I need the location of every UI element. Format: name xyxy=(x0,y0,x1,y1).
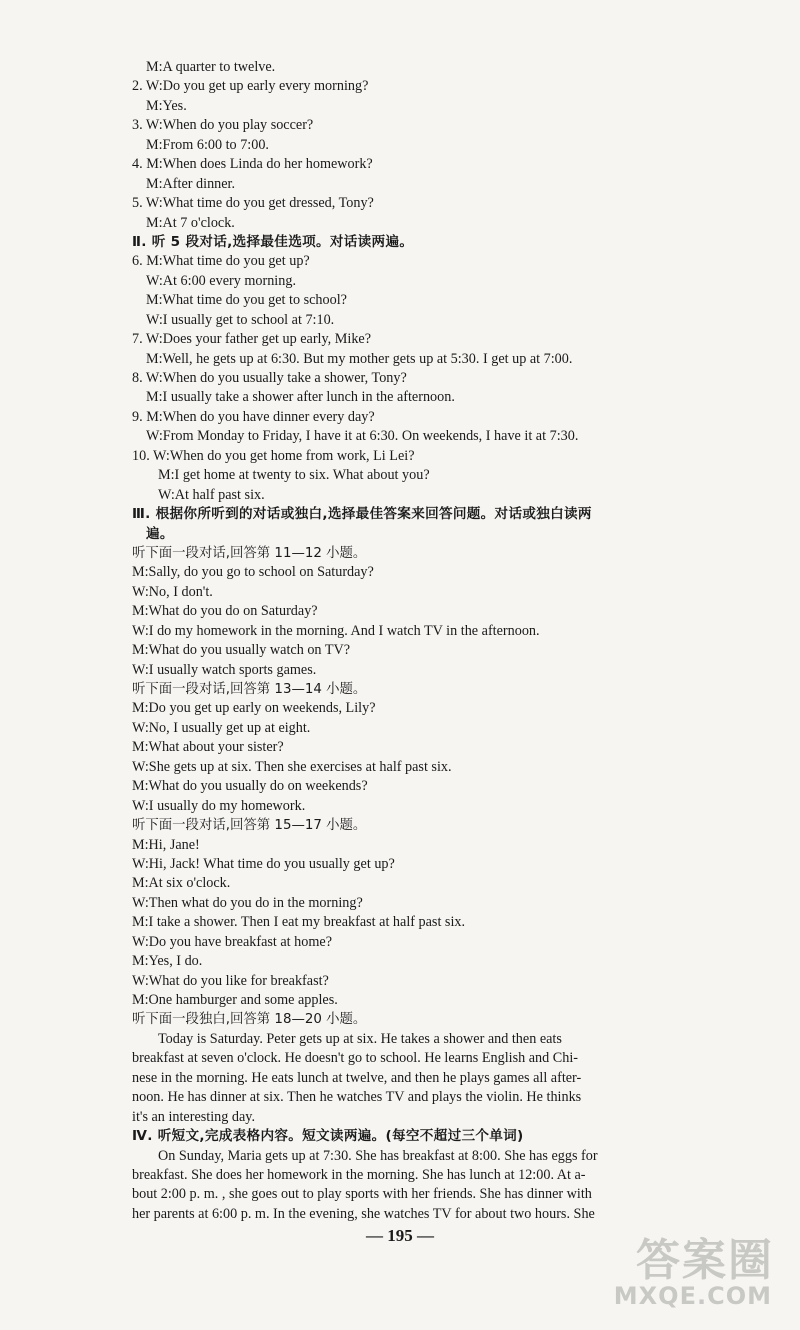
text-line: M:At 7 o'clock. xyxy=(146,214,235,231)
text-line: M:What about your sister? xyxy=(132,739,284,756)
text-line: Ⅲ. 根据你所听到的对话或独白,选择最佳答案来回答问题。对话或独白读两 xyxy=(132,506,592,523)
text-line: nese in the morning. He eats lunch at twelve, and then he plays games all after- xyxy=(132,1069,582,1086)
text-line: W:She gets up at six. Then she exercises at half past six. xyxy=(132,758,452,775)
text-line: breakfast at seven o'clock. He doesn't go to school. He learns English and Chi- xyxy=(132,1050,578,1067)
text-line: 听下面一段对话,回答第 15—17 小题。 xyxy=(132,818,367,834)
text-line: W:I usually watch sports games. xyxy=(132,661,317,678)
text-line: 听下面一段对话,回答第 11—12 小题。 xyxy=(132,545,367,561)
text-line: her parents at 6:00 p. m. In the evening, she watches TV for about two hours. She xyxy=(132,1205,595,1222)
text-line: M:I usually take a shower after lunch in the afternoon. xyxy=(146,389,455,406)
text-line: W:At 6:00 every morning. xyxy=(146,272,296,289)
text-line: 2. W:Do you get up early every morning? xyxy=(132,78,369,95)
text-line: 听下面一段独白,回答第 18—20 小题。 xyxy=(132,1012,367,1028)
text-line: 4. M:When does Linda do her homework? xyxy=(132,156,373,173)
page-number: — 195 — xyxy=(366,1226,434,1245)
text-line: noon. He has dinner at six. Then he watches TV and plays the violin. He thinks xyxy=(132,1089,582,1106)
text-line: M:I get home at twenty to six. What about you? xyxy=(158,467,430,484)
text-line: 8. W:When do you usually take a shower, Tony? xyxy=(132,370,407,386)
text-line: M:Do you get up early on weekends, Lily? xyxy=(132,700,376,717)
text-line: M:Yes. xyxy=(146,97,187,114)
text-line: 7. W:Does your father get up early, Mike? xyxy=(132,331,372,348)
text-line: 3. W:When do you play soccer? xyxy=(132,117,314,134)
text-line: bout 2:00 p. m. , she goes out to play sports with her friends. She has dinner with xyxy=(132,1186,592,1203)
text-line: M:I take a shower. Then I eat my breakfast at half past six. xyxy=(132,914,466,931)
text-line: 5. W:What time do you get dressed, Tony? xyxy=(132,195,374,212)
text-line: W:At half past six. xyxy=(158,486,265,503)
text-line: 遍。 xyxy=(146,525,174,542)
watermark-logo xyxy=(592,1214,782,1324)
text-line: W:No, I don't. xyxy=(132,583,213,600)
text-line: M:After dinner. xyxy=(146,175,236,192)
text-line: W:I usually do my homework. xyxy=(132,797,306,814)
text-body xyxy=(132,58,772,1224)
text-line: W:I do my homework in the morning. And I watch TV in the afternoon. xyxy=(132,622,540,639)
text-line: M:A quarter to twelve. xyxy=(146,59,276,75)
text-line: W:What do you like for breakfast? xyxy=(132,972,329,989)
text-line: W:No, I usually get up at eight. xyxy=(132,719,311,736)
text-line: On Sunday, Maria gets up at 7:30. She has breakfast at 8:00. She has eggs for xyxy=(158,1147,598,1164)
text-line: W:Hi, Jack! What time do you usually get up? xyxy=(132,855,395,872)
text-line: W:I usually get to school at 7:10. xyxy=(146,311,335,328)
text-line: M:Well, he gets up at 6:30. But my mother gets up at 5:30. I get up at 7:00. xyxy=(146,350,573,367)
text-line: M:What time do you get to school? xyxy=(146,292,347,309)
text-line: M:What do you usually watch on TV? xyxy=(132,642,351,659)
text-line: 6. M:What time do you get up? xyxy=(132,253,310,270)
text-line: it's an interesting day. xyxy=(132,1108,255,1125)
text-line: 听下面一段对话,回答第 13—14 小题。 xyxy=(132,682,367,697)
text-line: M:Sally, do you go to school on Saturday? xyxy=(132,564,374,581)
text-line: M:Hi, Jane! xyxy=(132,836,200,853)
text-line: M:From 6:00 to 7:00. xyxy=(146,136,269,153)
text-line: Ⅱ. 听 5 段对话,选择最佳选项。对话读两遍。 xyxy=(132,233,414,250)
text-line: 9. M:When do you have dinner every day? xyxy=(132,408,375,425)
text-line: W:From Monday to Friday, I have it at 6:30. On weekends, I have it at 7:30. xyxy=(146,428,579,445)
text-line: 10. W:When do you get home from work, Li Lei? xyxy=(132,447,415,464)
text-line: W:Do you have breakfast at home? xyxy=(132,933,332,950)
text-line: M:What do you do on Saturday? xyxy=(132,603,318,620)
text-line: W:Then what do you do in the morning? xyxy=(132,894,363,911)
text-line: M:Yes, I do. xyxy=(132,953,203,970)
text-line: breakfast. She does her homework in the morning. She has lunch at 12:00. At a- xyxy=(132,1166,586,1183)
text-line: Today is Saturday. Peter gets up at six. He takes a shower and then eats xyxy=(158,1030,562,1047)
text-line: M:One hamburger and some apples. xyxy=(132,992,338,1008)
watermark-text: 答案圈 xyxy=(636,1235,774,1286)
text-line: Ⅳ. 听短文,完成表格内容。短文读两遍。(每空不超过三个单词) xyxy=(132,1128,524,1145)
text-line: M:What do you usually do on weekends? xyxy=(132,778,368,795)
text-line: M:At six o'clock. xyxy=(132,875,231,892)
watermark-url: MXQE.COM xyxy=(613,1282,772,1310)
